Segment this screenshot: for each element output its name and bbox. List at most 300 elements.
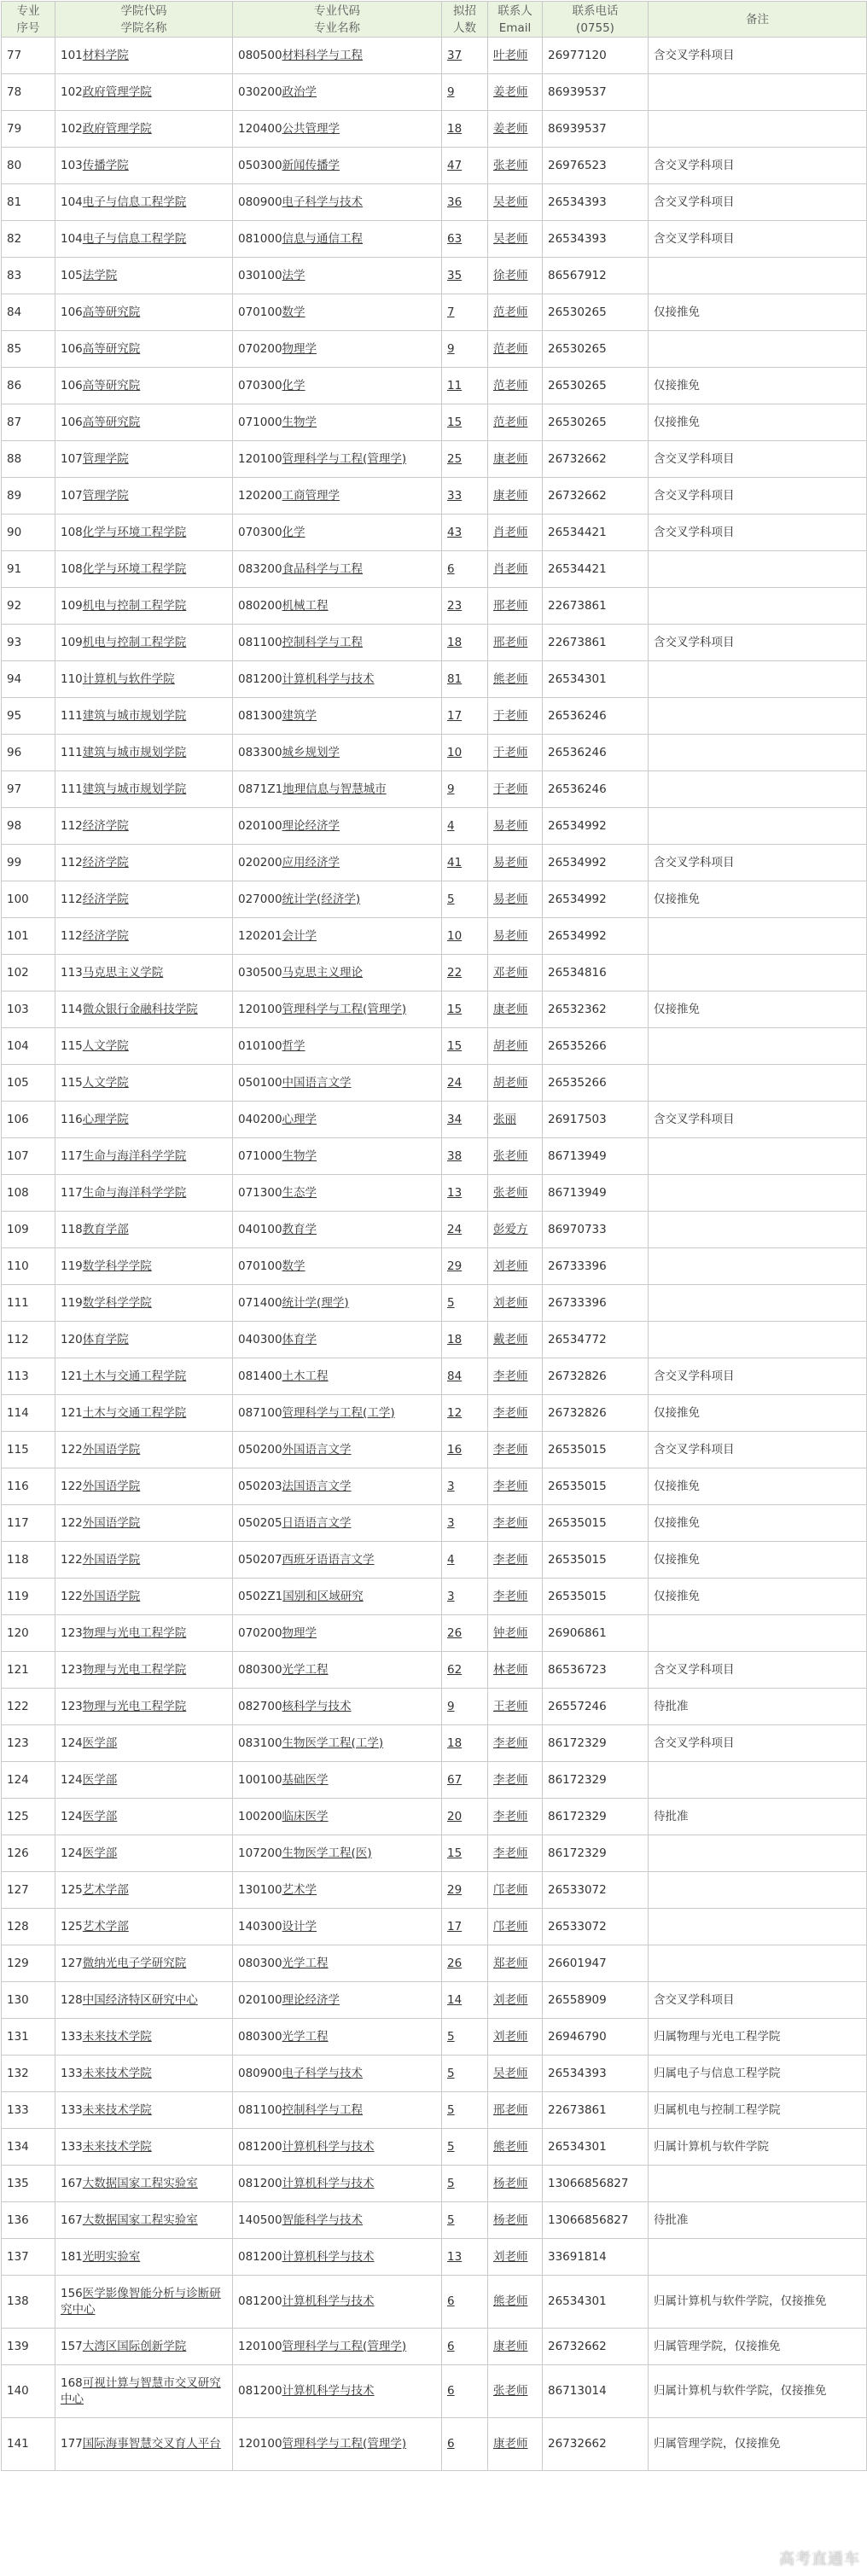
contact-link[interactable]: 杨老师 xyxy=(493,2176,528,2190)
school-name-link[interactable]: 土木与交通工程学院 xyxy=(82,1405,187,1420)
school-name-link[interactable]: 医学部 xyxy=(82,1846,118,1860)
cell-major xyxy=(233,2365,442,2418)
major-name-link[interactable]: 控制科学与工程 xyxy=(282,2102,364,2117)
cell-contact xyxy=(488,2239,543,2276)
contact-link[interactable]: 胡老师 xyxy=(493,1038,528,1053)
cell-quota xyxy=(442,1102,488,1138)
major-name-link[interactable]: 食品科学与工程 xyxy=(282,561,364,576)
major-name-link[interactable]: 生物学 xyxy=(282,415,317,429)
major-name-link[interactable]: 会计学 xyxy=(282,928,317,943)
contact-link[interactable]: 康老师 xyxy=(493,488,528,503)
school-name-link[interactable]: 法学院 xyxy=(82,268,118,282)
contact-link[interactable]: 李老师 xyxy=(493,1809,528,1823)
school-name-link[interactable]: 外国语学院 xyxy=(82,1589,141,1603)
cell-quota xyxy=(442,258,488,294)
contact-link[interactable]: 易老师 xyxy=(493,892,528,906)
major-name-link[interactable]: 理论经济学 xyxy=(282,1992,340,2007)
major-name-link[interactable]: 城乡规划学 xyxy=(282,745,340,759)
cell-school xyxy=(55,1725,233,1762)
school-name-link[interactable]: 人文学院 xyxy=(82,1038,129,1053)
contact-link[interactable]: 易老师 xyxy=(493,818,528,833)
contact-link[interactable]: 李老师 xyxy=(493,1589,528,1603)
contact-link[interactable]: 刘老师 xyxy=(493,1259,528,1273)
contact-link[interactable]: 邝老师 xyxy=(493,1882,528,1897)
quota-value: 9 xyxy=(447,1699,455,1713)
contact-link[interactable]: 熊老师 xyxy=(493,672,528,686)
cell-school xyxy=(55,551,233,588)
contact-link[interactable]: 康老师 xyxy=(493,2339,528,2353)
school-name-link[interactable]: 外国语学院 xyxy=(82,1442,141,1457)
major-name-link[interactable]: 公共管理学 xyxy=(282,121,340,136)
table-row xyxy=(2,1689,867,1725)
cell-seq: 86 xyxy=(2,368,55,404)
cell-contact xyxy=(488,625,543,661)
cell-school xyxy=(55,698,233,735)
cell-quota xyxy=(442,1579,488,1615)
cell-note: 含交叉学科项目 xyxy=(649,845,867,881)
cell-school xyxy=(55,2418,233,2471)
contact-link[interactable]: 张老师 xyxy=(493,1148,528,1163)
contact-link[interactable]: 李老师 xyxy=(493,1515,528,1530)
school-name-link[interactable]: 机电与控制工程学院 xyxy=(82,635,187,649)
cell-school xyxy=(55,1835,233,1872)
school-name-link[interactable]: 物理与光电工程学院 xyxy=(82,1625,187,1640)
cell-phone: 26534393 xyxy=(543,184,649,221)
cell-seq: 130 xyxy=(2,1982,55,2019)
school-name-link[interactable]: 管理学院 xyxy=(82,451,129,466)
cell-phone: 26906861 xyxy=(543,1615,649,1652)
cell-contact xyxy=(488,1248,543,1285)
cell-phone: 26917503 xyxy=(543,1102,649,1138)
contact-link[interactable]: 李老师 xyxy=(493,1405,528,1420)
school-name-link[interactable]: 物理与光电工程学院 xyxy=(82,1662,187,1677)
school-code: 123 xyxy=(61,1662,83,1677)
cell-quota xyxy=(442,441,488,478)
school-name-link[interactable]: 计算机与软件学院 xyxy=(82,672,175,686)
cell-quota xyxy=(442,1138,488,1175)
table-row xyxy=(2,625,867,661)
cell-contact xyxy=(488,1468,543,1505)
major-code: 050203 xyxy=(238,1479,282,1493)
major-name-link[interactable]: 计算机科学与技术 xyxy=(282,2176,375,2190)
contact-link[interactable]: 王老师 xyxy=(493,1699,528,1713)
contact-link[interactable]: 于老师 xyxy=(493,745,528,759)
major-name-link[interactable]: 光学工程 xyxy=(282,1956,329,1970)
contact-link[interactable]: 吴老师 xyxy=(493,231,528,246)
school-name-link[interactable]: 外国语学院 xyxy=(82,1479,141,1493)
quota-value: 6 xyxy=(447,561,455,576)
cell-phone: 26536246 xyxy=(543,771,649,808)
major-name-link[interactable]: 管理科学与工程(管理学) xyxy=(282,2437,407,2451)
contact-link[interactable]: 杨老师 xyxy=(493,2213,528,2227)
major-name-link[interactable]: 管理科学与工程(管理学) xyxy=(282,2339,407,2353)
school-name-link[interactable]: 政府管理学院 xyxy=(82,84,152,99)
major-name-link[interactable]: 新闻传播学 xyxy=(282,158,340,172)
cell-seq: 133 xyxy=(2,2092,55,2129)
school-name-link[interactable]: 微众银行金融科技学院 xyxy=(82,1002,198,1016)
table-row xyxy=(2,991,867,1028)
cell-seq: 127 xyxy=(2,1872,55,1909)
school-name-link[interactable]: 高等研究院 xyxy=(82,415,141,429)
cell-quota xyxy=(442,1065,488,1102)
contact-link[interactable]: 李老师 xyxy=(493,1552,528,1567)
major-name-link[interactable]: 土木工程 xyxy=(282,1369,329,1383)
major-name-link[interactable]: 电子科学与技术 xyxy=(282,195,364,209)
header-school: 学院代码 学院名称 xyxy=(55,2,233,38)
school-name-link[interactable]: 土木与交通工程学院 xyxy=(82,1369,187,1383)
major-code: 050100 xyxy=(238,1075,282,1090)
major-name-link[interactable]: 化学 xyxy=(282,378,305,393)
cell-seq: 132 xyxy=(2,2056,55,2092)
contact-link[interactable]: 李老师 xyxy=(493,1772,528,1787)
major-name-link[interactable]: 理论经济学 xyxy=(282,818,340,833)
major-name-link[interactable]: 核科学与技术 xyxy=(282,1699,352,1713)
school-name-link[interactable]: 未来技术学院 xyxy=(82,2139,152,2154)
contact-link[interactable]: 钟老师 xyxy=(493,1625,528,1640)
cell-school xyxy=(55,111,233,148)
cell-phone: 86172329 xyxy=(543,1799,649,1835)
cell-note xyxy=(649,1322,867,1358)
cell-contact xyxy=(488,1505,543,1542)
major-code: 080300 xyxy=(238,2029,282,2044)
school-name-link[interactable]: 体育学院 xyxy=(82,1332,129,1346)
major-name-link[interactable]: 物理学 xyxy=(282,1625,317,1640)
school-name-link[interactable]: 化学与环境工程学院 xyxy=(82,561,187,576)
school-code: 108 xyxy=(61,561,83,576)
school-name-link[interactable]: 数学科学学院 xyxy=(82,1259,152,1273)
school-name-link[interactable]: 建筑与城市规划学院 xyxy=(82,708,187,723)
contact-link[interactable]: 易老师 xyxy=(493,855,528,869)
contact-link[interactable]: 邢老师 xyxy=(493,598,528,613)
contact-link[interactable]: 范老师 xyxy=(493,415,528,429)
school-code: 133 xyxy=(61,2066,83,2080)
major-name-link[interactable]: 材料科学与工程 xyxy=(282,48,364,62)
school-name-link[interactable]: 艺术学部 xyxy=(82,1882,129,1897)
major-name-link[interactable]: 控制科学与工程 xyxy=(282,635,364,649)
school-name-link[interactable]: 心理学院 xyxy=(82,1112,129,1126)
contact-link[interactable]: 姜老师 xyxy=(493,121,528,136)
table-row xyxy=(2,148,867,184)
school-name-link[interactable]: 建筑与城市规划学院 xyxy=(82,745,187,759)
cell-contact xyxy=(488,184,543,221)
contact-link[interactable]: 范老师 xyxy=(493,305,528,319)
contact-link[interactable]: 李老师 xyxy=(493,1479,528,1493)
major-name-link[interactable]: 管理科学与工程(管理学) xyxy=(282,451,407,466)
contact-link[interactable]: 吴老师 xyxy=(493,195,528,209)
quota-value: 29 xyxy=(447,1882,463,1897)
school-name-link[interactable]: 医学部 xyxy=(82,1809,118,1823)
school-name-link[interactable]: 管理学院 xyxy=(82,488,129,503)
table-row xyxy=(2,588,867,625)
school-name-link[interactable]: 经济学院 xyxy=(82,928,129,943)
contact-link[interactable]: 康老师 xyxy=(493,451,528,466)
school-name-link[interactable]: 光明实验室 xyxy=(82,2249,141,2264)
cell-major xyxy=(233,1872,442,1909)
contact-link[interactable]: 戴老师 xyxy=(493,1332,528,1346)
major-name-link[interactable]: 信息与通信工程 xyxy=(282,231,364,246)
major-name-link[interactable]: 生物医学工程(医) xyxy=(282,1846,372,1860)
school-name-link[interactable]: 电子与信息工程学院 xyxy=(82,195,187,209)
school-name-link[interactable]: 高等研究院 xyxy=(82,378,141,393)
major-name-link[interactable]: 统计学(理学) xyxy=(282,1295,349,1310)
contact-link[interactable]: 肖老师 xyxy=(493,525,528,539)
contact-link[interactable]: 邓老师 xyxy=(493,965,528,980)
school-name-link[interactable]: 微纳光电子学研究院 xyxy=(82,1956,187,1970)
major-name-link[interactable]: 数学 xyxy=(282,1259,305,1273)
cell-phone: 33691814 xyxy=(543,2239,649,2276)
school-name-link[interactable]: 人文学院 xyxy=(82,1075,129,1090)
major-name-link[interactable]: 物理学 xyxy=(282,341,317,356)
contact-link[interactable]: 徐老师 xyxy=(493,268,528,282)
cell-school xyxy=(55,368,233,404)
school-name-link[interactable]: 经济学院 xyxy=(82,818,129,833)
contact-link[interactable]: 张老师 xyxy=(493,1185,528,1200)
cell-major xyxy=(233,771,442,808)
cell-contact xyxy=(488,221,543,258)
school-name-link[interactable]: 经济学院 xyxy=(82,892,129,906)
contact-link[interactable]: 李老师 xyxy=(493,1846,528,1860)
school-name-link[interactable]: 外国语学院 xyxy=(82,1552,141,1567)
major-name-link[interactable]: 计算机科学与技术 xyxy=(282,2294,375,2308)
contact-link[interactable]: 邝老师 xyxy=(493,1919,528,1933)
contact-link[interactable]: 张丽 xyxy=(493,1112,516,1126)
contact-link[interactable]: 刘老师 xyxy=(493,1295,528,1310)
major-name-link[interactable]: 统计学(经济学) xyxy=(282,892,361,906)
major-name-link[interactable]: 国别和区域研究 xyxy=(282,1589,364,1603)
major-code: 040100 xyxy=(238,1222,282,1236)
cell-quota xyxy=(442,1945,488,1982)
cell-seq: 90 xyxy=(2,515,55,551)
contact-link[interactable]: 李老师 xyxy=(493,1442,528,1457)
major-name-link[interactable]: 管理科学与工程(工学) xyxy=(282,1405,395,1420)
school-name-link[interactable]: 生命与海洋科学学院 xyxy=(82,1148,187,1163)
cell-quota xyxy=(442,625,488,661)
cell-quota xyxy=(442,991,488,1028)
contact-link[interactable]: 熊老师 xyxy=(493,2294,528,2308)
cell-quota xyxy=(442,1725,488,1762)
cell-quota xyxy=(442,1175,488,1212)
school-name-link[interactable]: 政府管理学院 xyxy=(82,121,152,136)
major-name-link[interactable]: 马克思主义理论 xyxy=(282,965,364,980)
school-name-link[interactable]: 马克思主义学院 xyxy=(82,965,164,980)
school-name-link[interactable]: 国际海事智慧交叉育人平台 xyxy=(82,2437,221,2451)
cell-phone: 86939537 xyxy=(543,111,649,148)
school-code: 124 xyxy=(61,1846,83,1860)
cell-phone: 13066856827 xyxy=(543,2166,649,2202)
major-code: 070200 xyxy=(238,341,282,356)
cell-major xyxy=(233,1065,442,1102)
major-name-link[interactable]: 光学工程 xyxy=(282,1662,329,1677)
major-name-link[interactable]: 建筑学 xyxy=(282,708,317,723)
cell-quota xyxy=(442,1212,488,1248)
major-name-link[interactable]: 外国语言文学 xyxy=(282,1442,352,1457)
cell-contact xyxy=(488,2129,543,2166)
school-name-link[interactable]: 生命与海洋科学学院 xyxy=(82,1185,187,1200)
contact-link[interactable]: 于老师 xyxy=(493,782,528,796)
school-name-link[interactable]: 材料学院 xyxy=(82,48,129,62)
school-name-link[interactable]: 未来技术学院 xyxy=(82,2066,152,2080)
cell-major xyxy=(233,1762,442,1799)
cell-major xyxy=(233,368,442,404)
contact-link[interactable]: 康老师 xyxy=(493,2437,528,2451)
quota-value: 5 xyxy=(447,2213,455,2227)
table-row xyxy=(2,955,867,991)
contact-link[interactable]: 林老师 xyxy=(493,1662,528,1677)
major-code: 081100 xyxy=(238,2102,282,2117)
major-name-link[interactable]: 教育学 xyxy=(282,1222,317,1236)
contact-link[interactable]: 郑老师 xyxy=(493,1956,528,1970)
cell-seq: 123 xyxy=(2,1725,55,1762)
major-name-link[interactable]: 心理学 xyxy=(282,1112,317,1126)
quota-value: 14 xyxy=(447,1992,463,2007)
contact-link[interactable]: 刘老师 xyxy=(493,2249,528,2264)
school-name-link[interactable]: 建筑与城市规划学院 xyxy=(82,782,187,796)
cell-major xyxy=(233,148,442,184)
school-name-link[interactable]: 医学部 xyxy=(82,1736,118,1750)
major-code: 080200 xyxy=(238,598,282,613)
school-name-link[interactable]: 教育学部 xyxy=(82,1222,129,1236)
major-name-link[interactable]: 基础医学 xyxy=(282,1772,329,1787)
contact-link[interactable]: 范老师 xyxy=(493,378,528,393)
major-name-link[interactable]: 中国语言文学 xyxy=(282,1075,352,1090)
table-row xyxy=(2,1358,867,1395)
contact-link[interactable]: 李老师 xyxy=(493,1369,528,1383)
cell-contact xyxy=(488,1982,543,2019)
major-name-link[interactable]: 日语语言文学 xyxy=(282,1515,352,1530)
cell-quota xyxy=(442,2129,488,2166)
major-name-link[interactable]: 应用经济学 xyxy=(282,855,340,869)
contact-link[interactable]: 刘老师 xyxy=(493,1992,528,2007)
contact-link[interactable]: 叶老师 xyxy=(493,48,528,62)
major-name-link[interactable]: 电子科学与技术 xyxy=(282,2066,364,2080)
school-name-link[interactable]: 大数据国家工程实验室 xyxy=(82,2176,198,2190)
cell-note xyxy=(649,698,867,735)
table-row xyxy=(2,331,867,368)
contact-link[interactable]: 张老师 xyxy=(493,2384,528,2398)
major-name-link[interactable]: 设计学 xyxy=(282,1919,317,1933)
quota-value: 9 xyxy=(447,341,455,356)
major-code: 081400 xyxy=(238,1369,282,1383)
contact-link[interactable]: 张老师 xyxy=(493,158,528,172)
school-name-link[interactable]: 未来技术学院 xyxy=(82,2102,152,2117)
major-name-link[interactable]: 计算机科学与技术 xyxy=(282,2384,375,2398)
major-name-link[interactable]: 临床医学 xyxy=(282,1809,329,1823)
cell-school xyxy=(55,294,233,331)
school-name-link[interactable]: 数学科学学院 xyxy=(82,1295,152,1310)
cell-phone: 26536246 xyxy=(543,735,649,771)
school-name-link[interactable]: 可视计算与智慧市交叉研究中心 xyxy=(61,2375,221,2406)
admissions-table xyxy=(1,1,867,2471)
major-name-link[interactable]: 计算机科学与技术 xyxy=(282,672,375,686)
contact-link[interactable]: 胡老师 xyxy=(493,1075,528,1090)
school-name-link[interactable]: 高等研究院 xyxy=(82,305,141,319)
cell-seq: 129 xyxy=(2,1945,55,1982)
cell-note xyxy=(649,1175,867,1212)
major-name-link[interactable]: 智能科学与技术 xyxy=(282,2213,364,2227)
major-code: 040300 xyxy=(238,1332,282,1346)
contact-link[interactable]: 肖老师 xyxy=(493,561,528,576)
school-name-link[interactable]: 艺术学部 xyxy=(82,1919,129,1933)
cell-major xyxy=(233,2276,442,2329)
major-name-link[interactable]: 工商管理学 xyxy=(282,488,340,503)
major-name-link[interactable]: 艺术学 xyxy=(282,1882,317,1897)
major-name-link[interactable]: 机械工程 xyxy=(282,598,329,613)
major-name-link[interactable]: 计算机科学与技术 xyxy=(282,2139,375,2154)
quota-value: 18 xyxy=(447,121,463,136)
cell-major xyxy=(233,1542,442,1579)
major-name-link[interactable]: 生物学 xyxy=(282,1148,317,1163)
major-name-link[interactable]: 计算机科学与技术 xyxy=(282,2249,375,2264)
school-name-link[interactable]: 传播学院 xyxy=(82,158,129,172)
school-name-link[interactable]: 大数据国家工程实验室 xyxy=(82,2213,198,2227)
cell-contact xyxy=(488,2202,543,2239)
school-name-link[interactable]: 大湾区国际创新学院 xyxy=(82,2339,187,2353)
major-name-link[interactable]: 光学工程 xyxy=(282,2029,329,2044)
major-name-link[interactable]: 生物医学工程(工学) xyxy=(282,1736,384,1750)
major-name-link[interactable]: 数学 xyxy=(282,305,305,319)
major-name-link[interactable]: 体育学 xyxy=(282,1332,317,1346)
cell-seq: 104 xyxy=(2,1028,55,1065)
contact-link[interactable]: 吴老师 xyxy=(493,2066,528,2080)
major-name-link[interactable]: 法学 xyxy=(282,268,305,282)
school-name-link[interactable]: 物理与光电工程学院 xyxy=(82,1699,187,1713)
major-name-link[interactable]: 哲学 xyxy=(282,1038,305,1053)
contact-link[interactable]: 李老师 xyxy=(493,1736,528,1750)
table-row xyxy=(2,2329,867,2365)
school-name-link[interactable]: 机电与控制工程学院 xyxy=(82,598,187,613)
contact-link[interactable]: 于老师 xyxy=(493,708,528,723)
contact-link[interactable]: 邢老师 xyxy=(493,635,528,649)
school-name-link[interactable]: 外国语学院 xyxy=(82,1515,141,1530)
major-name-link[interactable]: 化学 xyxy=(282,525,305,539)
contact-link[interactable]: 范老师 xyxy=(493,341,528,356)
school-name-link[interactable]: 医学部 xyxy=(82,1772,118,1787)
major-name-link[interactable]: 法国语言文学 xyxy=(282,1479,352,1493)
school-name-link[interactable]: 经济学院 xyxy=(82,855,129,869)
major-name-link[interactable]: 地理信息与智慧城市 xyxy=(282,782,387,796)
contact-link[interactable]: 熊老师 xyxy=(493,2139,528,2154)
school-code: 181 xyxy=(61,2249,83,2264)
table-row xyxy=(2,1982,867,2019)
contact-link[interactable]: 彭爱方 xyxy=(493,1222,528,1236)
school-name-link[interactable]: 化学与环境工程学院 xyxy=(82,525,187,539)
contact-link[interactable]: 刘老师 xyxy=(493,2029,528,2044)
cell-quota xyxy=(442,294,488,331)
cell-quota xyxy=(442,955,488,991)
major-name-link[interactable]: 西班牙语语言文学 xyxy=(282,1552,375,1567)
quota-value: 6 xyxy=(447,2294,455,2308)
school-name-link[interactable]: 高等研究院 xyxy=(82,341,141,356)
cell-note xyxy=(649,2166,867,2202)
cell-school xyxy=(55,404,233,441)
table-row xyxy=(2,1652,867,1689)
contact-link[interactable]: 姜老师 xyxy=(493,84,528,99)
major-name-link[interactable]: 政治学 xyxy=(282,84,317,99)
contact-link[interactable]: 邢老师 xyxy=(493,2102,528,2117)
cell-note: 归属计算机与软件学院 xyxy=(649,2129,867,2166)
contact-link[interactable]: 易老师 xyxy=(493,928,528,943)
school-name-link[interactable]: 未来技术学院 xyxy=(82,2029,152,2044)
school-code: 122 xyxy=(61,1515,83,1530)
school-name-link[interactable]: 医学影像智能分析与诊断研究中心 xyxy=(61,2286,221,2317)
school-name-link[interactable]: 电子与信息工程学院 xyxy=(82,231,187,246)
major-name-link[interactable]: 管理科学与工程(管理学) xyxy=(282,1002,407,1016)
school-name-link[interactable]: 中国经济特区研究中心 xyxy=(82,1992,198,2007)
contact-link[interactable]: 康老师 xyxy=(493,1002,528,1016)
cell-quota xyxy=(442,1432,488,1468)
major-name-link[interactable]: 生态学 xyxy=(282,1185,317,1200)
table-row xyxy=(2,2166,867,2202)
